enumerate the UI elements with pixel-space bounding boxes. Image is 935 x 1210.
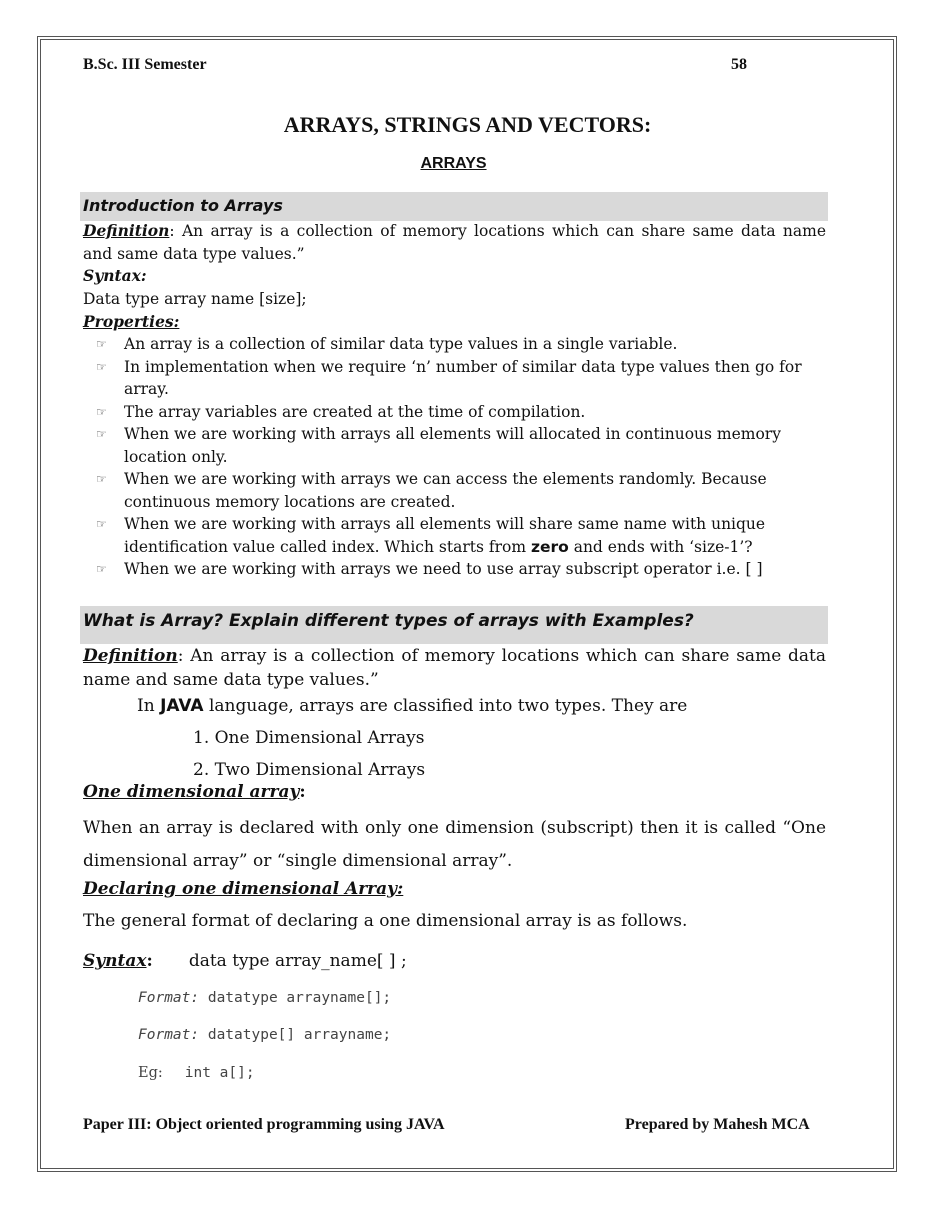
properties-list [96,333,826,581]
properties-label: Properties: [83,312,180,331]
pointing-hand-icon: ☞ [96,427,107,441]
definition-text-2: : An array is a collection of memory locations which can share same data name and same data type values.” [83,646,826,690]
header-course: B.Sc. III Semester [83,56,207,73]
one-dimensional-description: When an array is declared with only one dimension (subscript) then it is called “One dimensional array” or “single dimensional array”. [83,818,826,871]
page-number: 58 [731,56,747,73]
property-item: ☞ The array variables are created at the time of compilation. [96,401,826,424]
definition-label: Definition [83,221,170,240]
section-heading-band [80,606,828,644]
pointing-hand-icon: ☞ [96,562,107,576]
section-subtitle: ARRAYS [420,155,487,172]
example-line: Eg: int a[]; [138,1065,255,1081]
property-item: ☞ An array is a collection of similar data type values in a single variable. [96,333,826,356]
syntax-label: Syntax: [83,266,147,285]
format-line-2: Format: datatype[] arrayname; [138,1027,392,1043]
definition-label-2: Definition [83,646,178,666]
property-item: ☞ In implementation when we require ‘n’ number of similar data type values then go for array. [96,357,802,398]
property-item: ☞ When we are working with arrays all elements will allocated in continuous memory location only. [96,425,781,466]
declaring-description: The general format of declaring a one dimensional array is as follows. [83,911,688,931]
section-heading-types-of-arrays: What is Array? Explain different types of arrays with Examples? [83,611,694,631]
definition-paragraph [83,220,826,265]
pointing-hand-icon: ☞ [96,359,107,374]
java-array-types-intro: In JAVA language, arrays are classified into two types. They are [137,696,688,716]
array-type-item: 2. Two Dimensional Arrays [193,760,426,780]
pointing-hand-icon: ☞ [96,517,107,531]
section-heading-band [80,192,828,221]
java-keyword: JAVA [160,696,204,716]
page-title: ARRAYS, STRINGS AND VECTORS: [283,112,652,137]
property-item: ☞ When we are working with arrays we need to use array subscript operator i.e. [ ] [96,558,826,581]
format-line-1: Format: datatype arrayname[]; [138,990,392,1006]
definition-text: : An array is a collection of memory locations which can share same data name and same data type values.” [83,222,826,263]
pointing-hand-icon: ☞ [96,337,107,351]
footer-author: Prepared by Mahesh MCA [625,1116,810,1133]
syntax-text-2: data type array_name[ ] ; [188,951,407,971]
syntax-text: Data type array name [size]; [83,290,307,308]
footer-paper-title: Paper III: Object oriented programming using JAVA [83,1116,445,1133]
one-dimensional-heading: One dimensional array: [83,782,306,802]
pointing-hand-icon: ☞ [96,404,107,419]
property-item: ☞ When we are working with arrays all elements will share same name with unique identification value called index. Which starts from zero and ends with ‘size-1’? [96,515,766,556]
section-heading-introduction: Introduction to Arrays [83,196,283,215]
property-item: ☞ When we are working with arrays we can access the elements randomly. Because continuous memory locations are created. [96,470,767,511]
pointing-hand-icon: ☞ [96,472,107,486]
array-type-item: 1. One Dimensional Arrays [193,728,425,748]
syntax-label-2: Syntax [83,951,147,971]
definition-paragraph-2 [83,644,826,692]
syntax-line: Syntax: data type array_name[ ] ; [83,951,407,971]
declaring-heading: Declaring one dimensional Array: [83,879,404,899]
